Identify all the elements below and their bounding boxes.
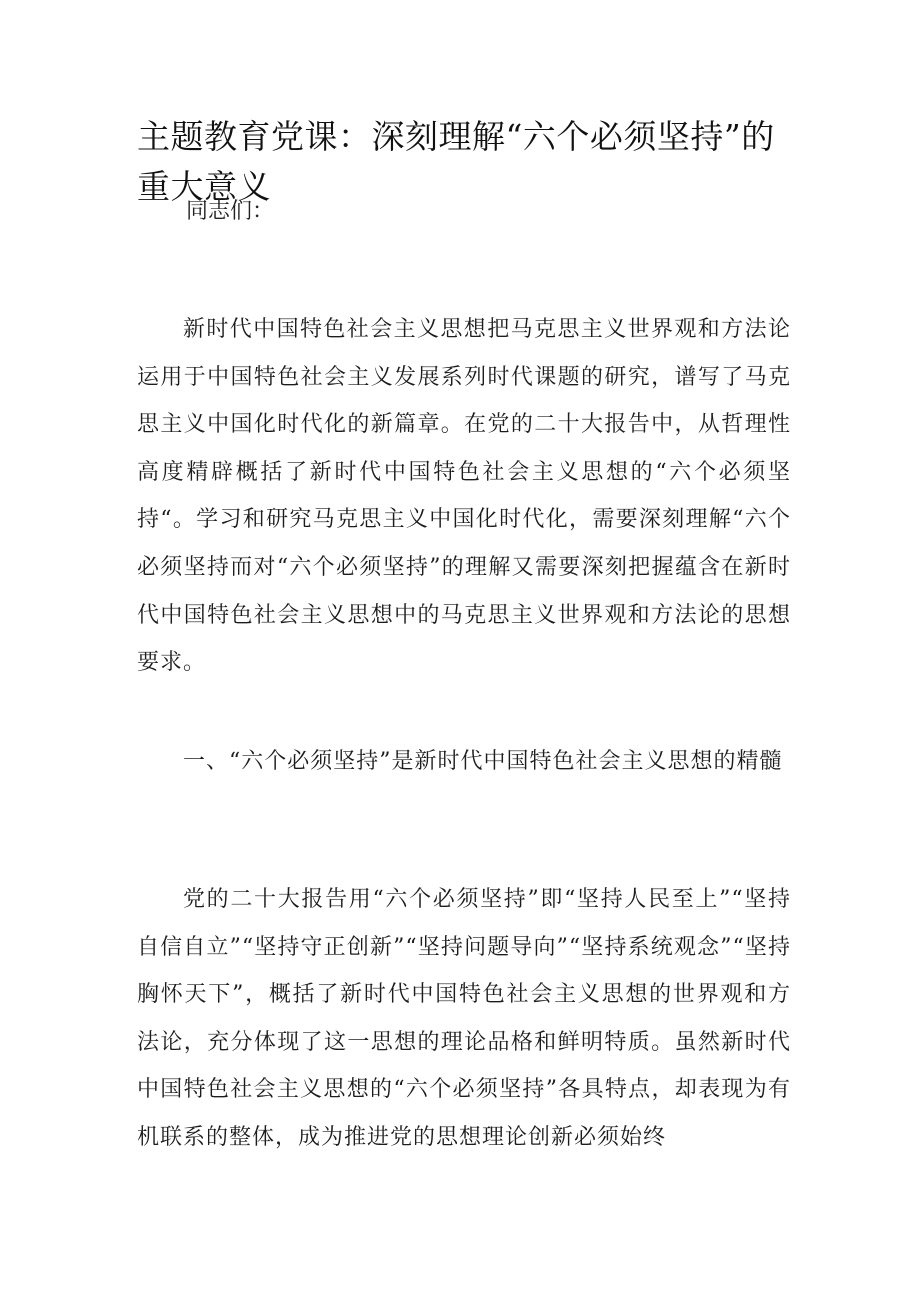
paragraph-intro: 新时代中国特色社会主义思想把马克思主义世界观和方法论运用于中国特色社会主义发展系列时代课题的研究，谱写了马克思主义中国化时代化的新篇章。在党的二十大报告中，从哲理性高度精辟概括了新时代中国特色社会主义思想的“六个必须坚持“。学习和研究马克思主义中国化时代化，需要深刻理解“六个必须坚持而对“六个必须坚持”的理解又需要深刻把握蕴含在新时代中国特色社会主义思想中的马克思主义世界观和方法论的思想要求。 xyxy=(137,317,791,676)
section-heading-1: 一、“六个必须坚持”是新时代中国特色社会主义思想的精髓 xyxy=(183,749,783,774)
document-title: 主题教育党课：深刻理解“六个必须坚持”的重大意义 xyxy=(137,117,775,206)
salutation: 同志们： xyxy=(186,199,275,224)
paragraph-section-1: 党的二十大报告用“六个必须坚持”即“坚持人民至上”“坚持自信自立”“坚持守正创新”“坚持问题导向”“坚持系统观念”“坚持胸怀天下”，概括了新时代中国特色社会主义思想的世界观和方法论，充分体现了这一思想的理论品格和鲜明特质。虽然新时代中国特色社会主义思想的“六个必须坚持”各具特点，却表现为有机联系的整体，成为推进党的思想理论创新必须始终 xyxy=(137,887,791,1150)
